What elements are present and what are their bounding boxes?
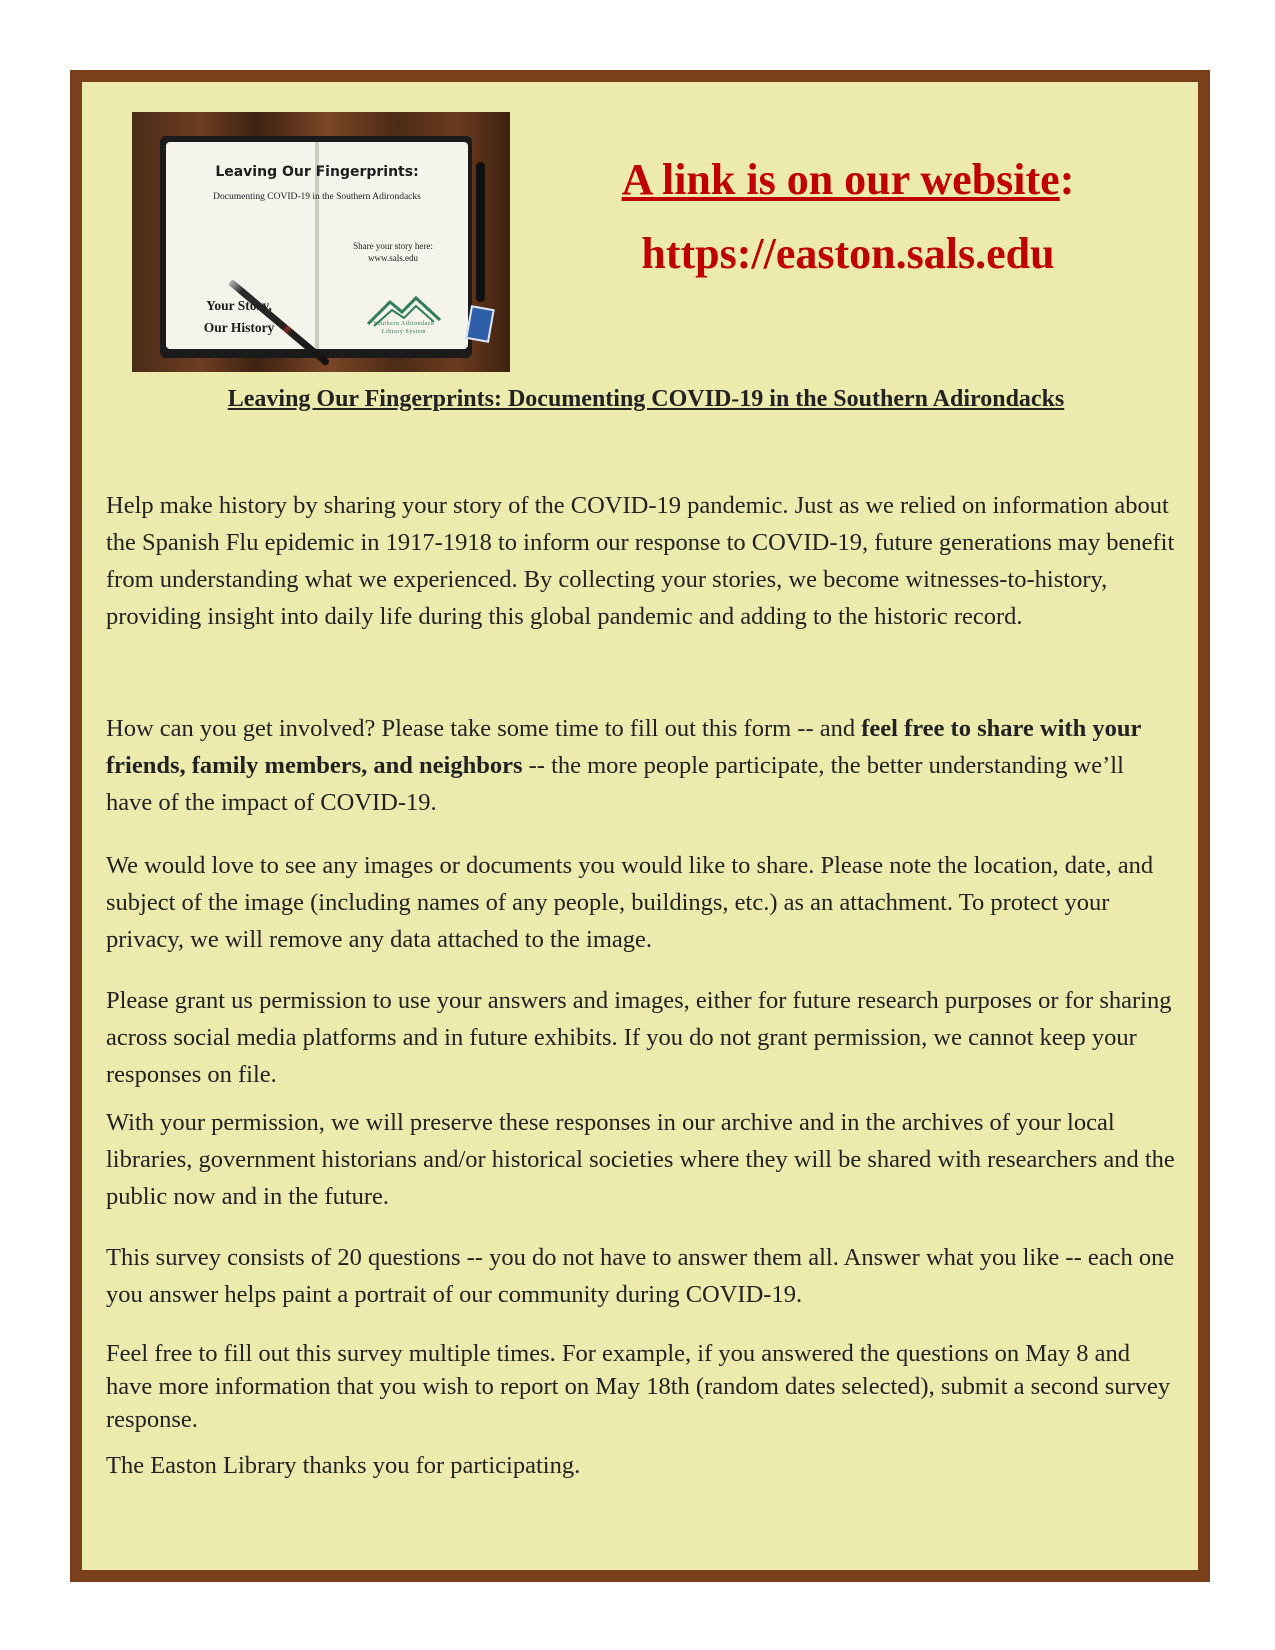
photo-story-line2: Our History: [203, 320, 275, 335]
logo-text: [352, 320, 456, 336]
intro-paragraph: Help make history by sharing your story of the COVID-19 pandemic. Just as we relied on information about the Spanish Flu epidemic in 1917-1918 to inform our response to COVID-19, future generations may benefit from understanding what we experienced. By collecting your stories, we become witnesses-to-history, providing insight into daily life during this global pandemic and adding to the historic record.: [106, 492, 1175, 630]
website-link-label: A link is on our website: [621, 155, 1060, 204]
images-paragraph: We would love to see any images or documents you would like to share. Please note the location, date, and subject of the image (including names of any people, buildings, etc.) as an attachment. To protect your privacy, we will remove any data attached to the image.: [106, 852, 1154, 953]
flyer-frame: [70, 70, 1210, 1582]
website-url[interactable]: https://easton.sals.edu: [641, 229, 1055, 278]
photo-share-line: Share your story here:: [353, 241, 433, 251]
photo-share-url: www.sals.edu: [368, 253, 418, 263]
involvement-paragraph: [106, 710, 1176, 821]
logo-line2: Library System: [381, 329, 427, 335]
survey-paragraph: This survey consists of 20 questions -- you do not have to answer them all. Answer what you like -- each one you answer helps paint a portrait of our community during COVID-19.: [106, 1244, 1175, 1308]
involvement-text-bold: feel free to share with your friends, family members, and neighbors: [106, 715, 1141, 779]
photo-share-text: [322, 240, 464, 264]
photo-story-line1: Your Story,: [206, 298, 272, 313]
marker-icon: [476, 162, 485, 302]
website-link-colon: :: [1059, 155, 1075, 204]
permission-paragraph: Please grant us permission to use your answers and images, either for future research purposes or for sharing across social media platforms and in future exhibits. If you do not grant permission, we cannot keep your responses on file.: [106, 987, 1172, 1088]
photo-title: Leaving Our Fingerprints:: [215, 164, 419, 180]
thanks-paragraph: The Easton Library thanks you for participating.: [106, 1452, 581, 1479]
preservation-paragraph: With your permission, we will preserve these responses in our archive and in the archives of your local libraries, government historians and/or historical societies where they will be shared with researchers and the public now and in the future.: [106, 1109, 1175, 1210]
logo-line1: Southern Adirondack: [373, 321, 435, 327]
eraser-icon: [465, 305, 495, 343]
involvement-text-end: -- the more people participate, the better understanding we’ll have of the impact of COVID-19.: [106, 752, 1124, 816]
involvement-text-start: How can you get involved? Please take some time to fill out this form -- and: [106, 715, 862, 742]
document-title: Leaving Our Fingerprints: Documenting COVID-19 in the Southern Adirondacks: [227, 386, 1065, 412]
website-link-heading: [578, 154, 1118, 205]
photo-subtitle: Documenting COVID-19 in the Southern Adirondacks: [213, 192, 421, 202]
notebook-photo: [132, 112, 510, 372]
multiple-times-paragraph: Feel free to fill out this survey multiple times. For example, if you answered the questions on May 8 and have more information that you wish to report on May 18th (random dates selected), submit a second survey response.: [106, 1340, 1171, 1433]
